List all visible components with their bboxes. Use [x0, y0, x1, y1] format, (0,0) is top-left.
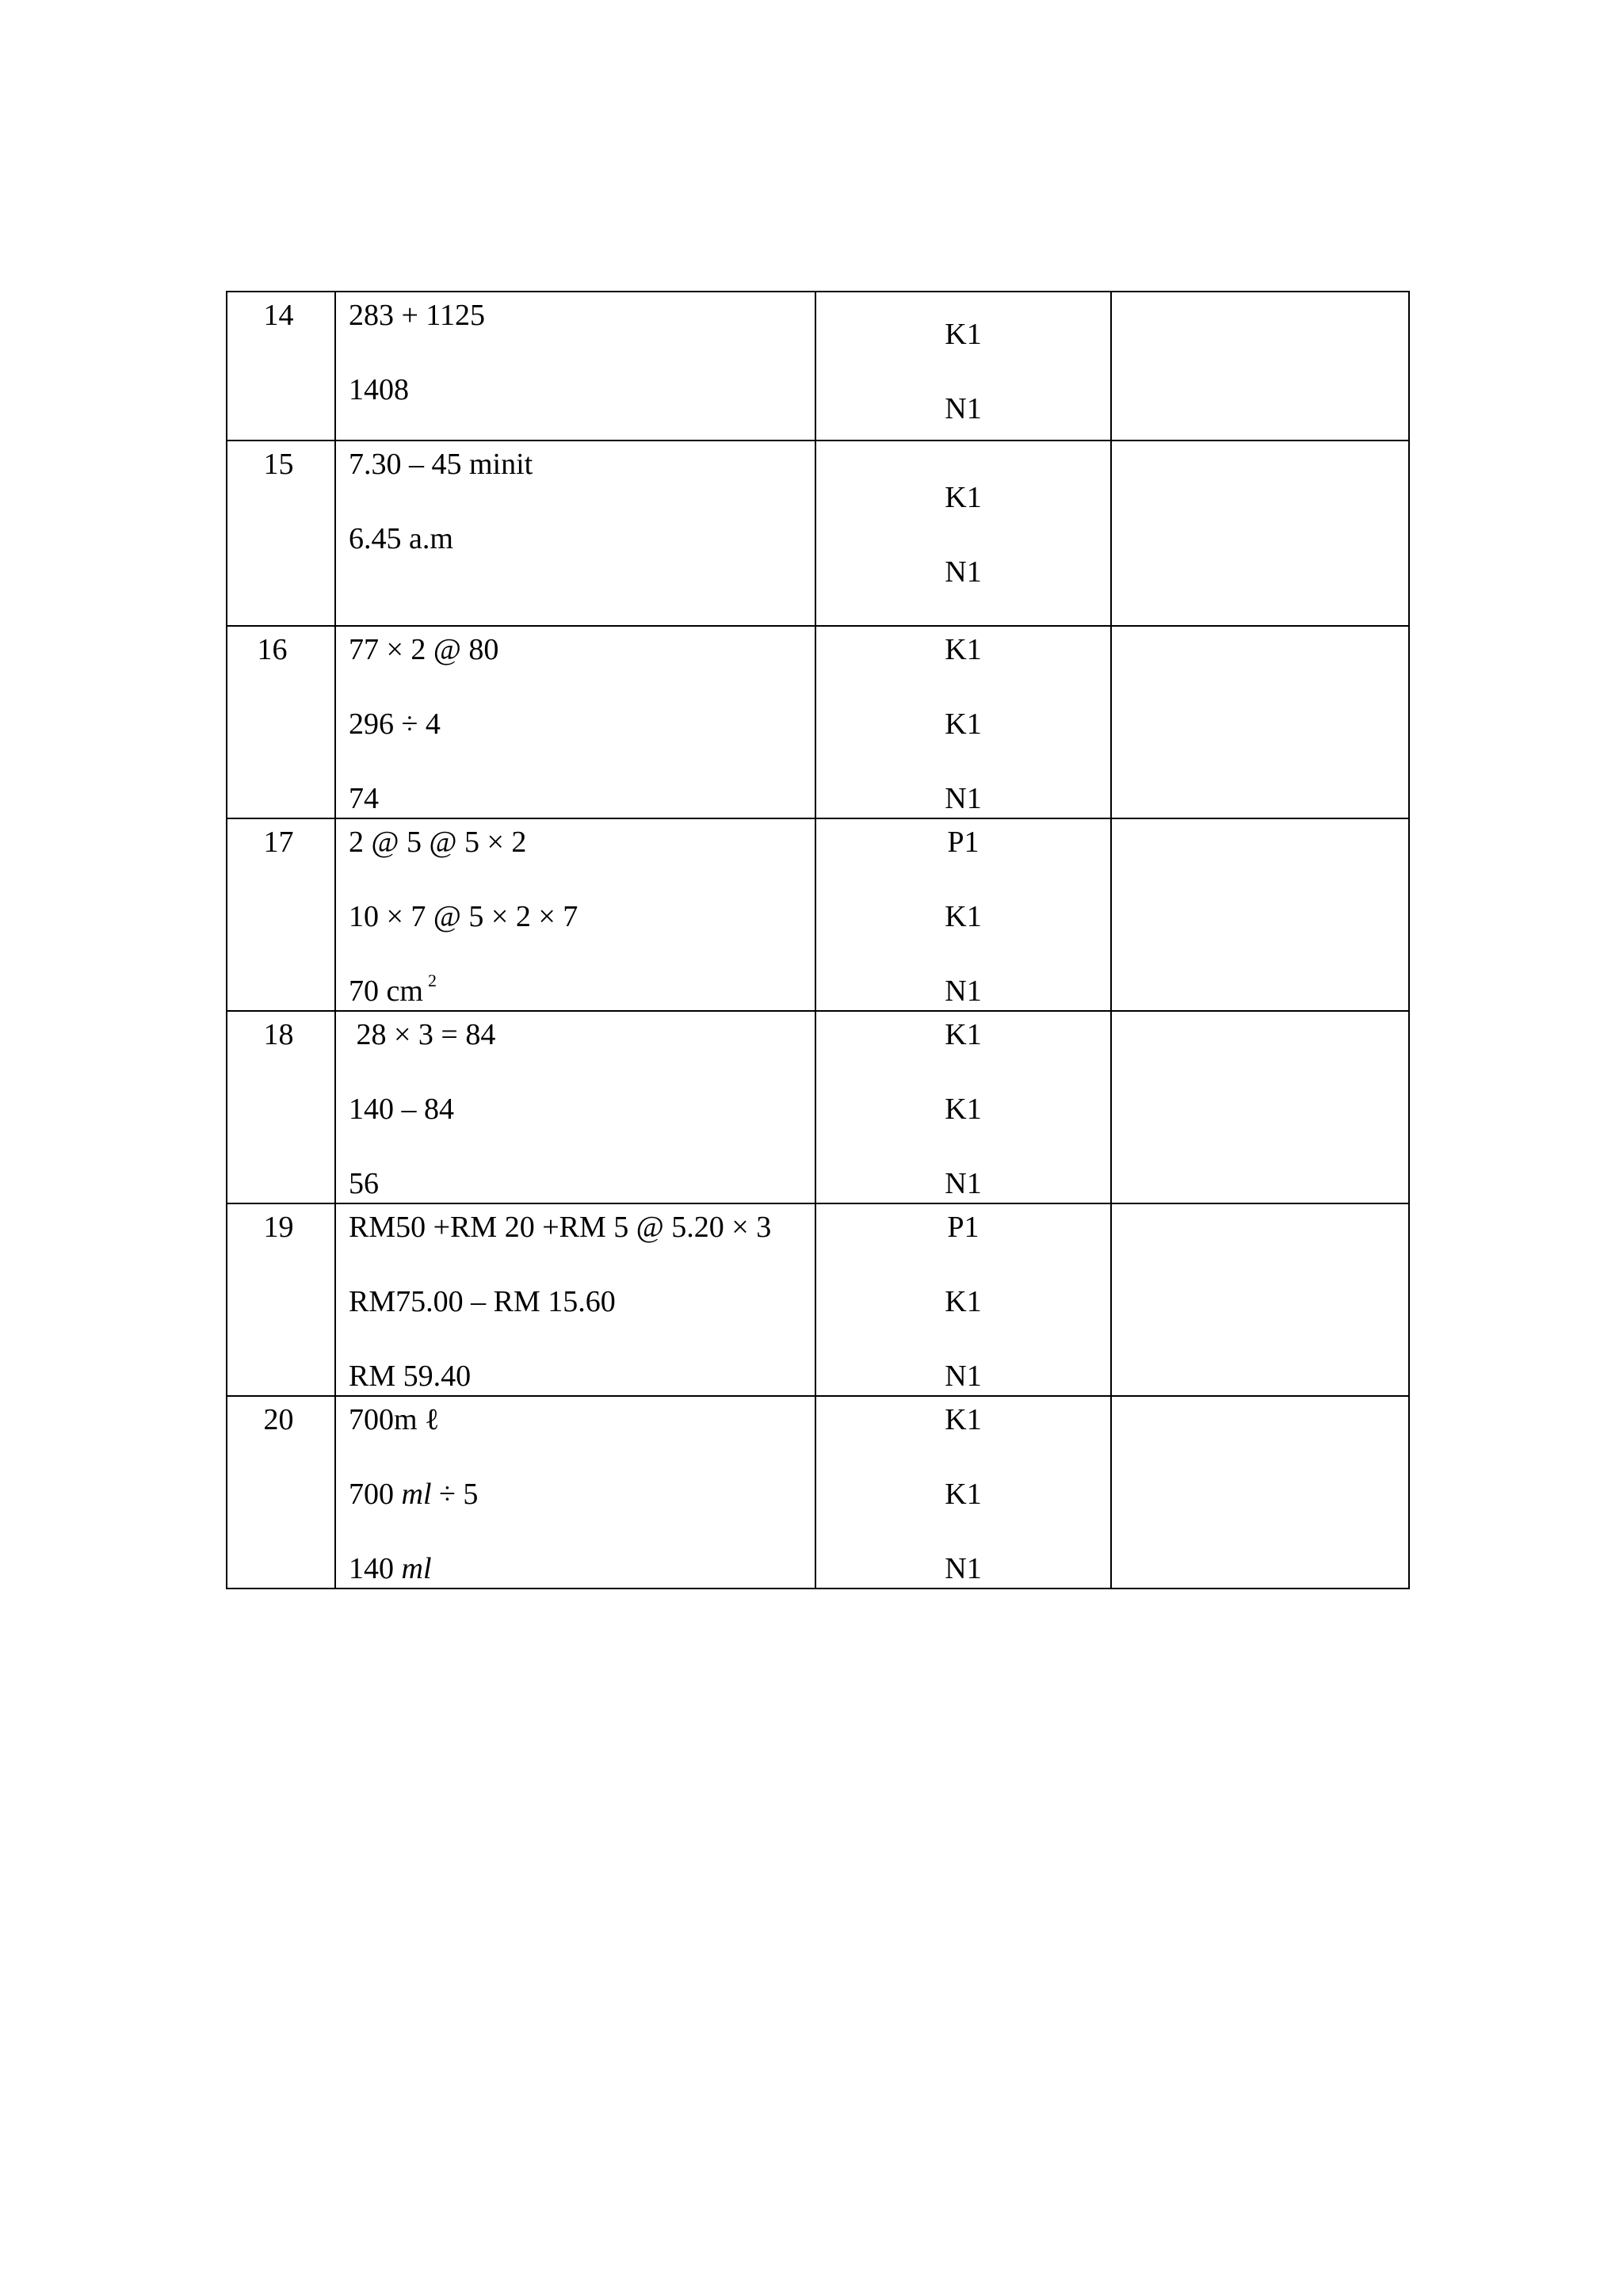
working-line: RM50 +RM 20 +RM 5 @ 5.20 × 3	[349, 1211, 772, 1244]
mark-code: K1	[945, 1093, 982, 1126]
unit-ml: ml	[401, 1552, 432, 1585]
table-row	[227, 441, 1409, 626]
question-number-cell	[227, 292, 335, 441]
working-cell	[335, 1011, 815, 1203]
table-row	[227, 292, 1409, 441]
question-number: 17	[263, 826, 294, 859]
mark-code: P1	[947, 826, 980, 859]
mark-cell	[815, 1011, 1111, 1203]
working-line: RM75.00 – RM 15.60	[349, 1285, 616, 1318]
mark-cell	[815, 818, 1111, 1011]
mark-code: N1	[945, 1360, 982, 1393]
question-number: 20	[263, 1403, 294, 1436]
notes-cell	[1111, 441, 1409, 626]
working-line: 77 × 2 @ 80	[349, 633, 499, 666]
mark-cell	[815, 626, 1111, 818]
table-row	[227, 818, 1409, 1011]
question-number: 16	[257, 633, 288, 666]
question-number: 19	[263, 1211, 294, 1244]
mark-code: K1	[945, 1478, 982, 1511]
mark-code: K1	[945, 1285, 982, 1318]
working-line: RM 59.40	[349, 1360, 472, 1393]
working-line-answer	[349, 1550, 815, 1588]
mark-code: N1	[945, 782, 982, 815]
working-line: 700m ℓ	[349, 1403, 440, 1436]
working-line-division	[349, 1476, 815, 1513]
question-number-cell	[227, 1396, 335, 1589]
notes-cell	[1111, 1203, 1409, 1396]
working-line: 28 × 3 = 84	[349, 1018, 496, 1051]
notes-cell	[1111, 626, 1409, 818]
working-line: 2 @ 5 @ 5 × 2	[349, 826, 527, 859]
mark-cell	[815, 1396, 1111, 1589]
mark-code: K1	[945, 481, 982, 514]
mark-code: K1	[945, 707, 982, 741]
question-number-cell	[227, 441, 335, 626]
working-line: 1408	[349, 373, 409, 406]
question-number: 18	[263, 1018, 294, 1051]
question-number: 15	[263, 448, 294, 481]
notes-cell	[1111, 292, 1409, 441]
notes-cell	[1111, 1011, 1409, 1203]
question-number: 14	[263, 299, 294, 332]
working-line: 6.45 a.m	[349, 522, 453, 555]
working-cell	[335, 626, 815, 818]
division-tail: ÷ 5	[431, 1478, 479, 1511]
working-cell	[335, 1203, 815, 1396]
working-line: 10 × 7 @ 5 × 2 × 7	[349, 900, 579, 933]
area-value: 70 cm	[349, 974, 423, 1008]
table-row	[227, 1396, 1409, 1589]
working-cell	[335, 441, 815, 626]
question-number-cell	[227, 818, 335, 1011]
mark-cell	[815, 1203, 1111, 1396]
mark-code: N1	[945, 974, 982, 1008]
working-line: 74	[349, 782, 379, 815]
mark-code: P1	[947, 1211, 980, 1244]
working-line: 7.30 – 45 minit	[349, 448, 533, 481]
mark-code: K1	[945, 1403, 982, 1436]
unit-ml: ml	[401, 1478, 432, 1511]
question-number-cell	[227, 1203, 335, 1396]
mark-code: N1	[945, 1552, 982, 1585]
notes-cell	[1111, 818, 1409, 1011]
notes-cell	[1111, 1396, 1409, 1589]
table-row	[227, 1011, 1409, 1203]
volume-value: 700	[349, 1478, 402, 1511]
working-cell	[335, 292, 815, 441]
mark-code: K1	[945, 318, 982, 351]
working-cell	[335, 818, 815, 1011]
mark-code: K1	[945, 633, 982, 666]
mark-code: K1	[945, 1018, 982, 1051]
working-cell	[335, 1396, 815, 1589]
working-line-area	[349, 973, 815, 1010]
mark-cell	[815, 292, 1111, 441]
question-number-cell	[227, 1011, 335, 1203]
table-row	[227, 626, 1409, 818]
mark-code: K1	[945, 900, 982, 933]
marking-scheme-table	[226, 291, 1410, 1589]
table-row	[227, 1203, 1409, 1396]
mark-cell	[815, 441, 1111, 626]
mark-code: N1	[945, 555, 982, 589]
working-line: 140 – 84	[349, 1093, 454, 1126]
question-number-cell	[227, 626, 335, 818]
answer-value: 140	[349, 1552, 402, 1585]
working-line: 283 + 1125	[349, 299, 486, 332]
working-line: 56	[349, 1167, 379, 1200]
superscript: 2	[427, 971, 437, 990]
mark-code: N1	[945, 1167, 982, 1200]
working-line: 296 ÷ 4	[349, 707, 441, 741]
mark-code: N1	[945, 392, 982, 425]
